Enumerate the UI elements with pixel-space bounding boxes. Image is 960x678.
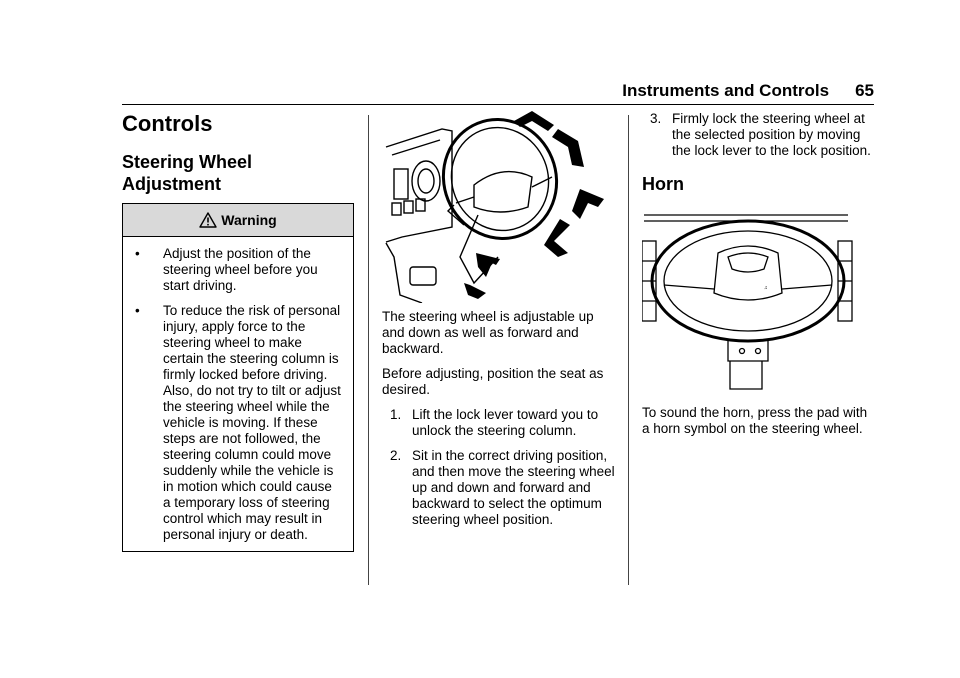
warning-label: Warning xyxy=(221,212,277,228)
subsection-heading: Steering Wheel Adjustment xyxy=(122,152,253,194)
warning-item xyxy=(131,246,343,294)
page-header xyxy=(122,80,874,102)
warning-item-text: To reduce the risk of personal injury, apply force to the steering wheel to make certain the steering column is firmly locked before driving. Also, do not try to tilt or adjust the steering wheel while the vehicle is moving. If these steps are not followed, the steering column could move suddenly while the vehicle is in motion which could cause a temporary loss of steering control which may result in personal injury or death. xyxy=(163,303,341,542)
step-text: Lift the lock lever toward you to unlock the steering column. xyxy=(412,407,599,438)
warning-body xyxy=(123,237,353,551)
horn-illustration xyxy=(642,211,854,395)
step-item xyxy=(382,407,618,439)
column-divider-1 xyxy=(368,115,369,585)
section-heading: Controls xyxy=(122,111,213,136)
step-number: 1. xyxy=(390,407,402,422)
horn-symbol-icon: ♫ xyxy=(764,285,768,291)
column-2 xyxy=(382,107,618,537)
column-divider-2 xyxy=(628,115,629,585)
header-rule xyxy=(122,104,874,105)
column-3 xyxy=(642,111,874,446)
steering-adjustment-illustration xyxy=(382,107,618,303)
step-item xyxy=(642,111,874,159)
step-number: 2. xyxy=(390,448,402,463)
bullet-icon: • xyxy=(135,246,140,261)
warning-item xyxy=(131,303,343,543)
page-number: 65 xyxy=(855,81,874,100)
step-item xyxy=(382,448,618,528)
column-1 xyxy=(122,111,354,552)
warning-box xyxy=(122,203,354,552)
step-number: 3. xyxy=(650,111,662,126)
horn-text: To sound the horn, press the pad with a horn symbol on the steering wheel. xyxy=(642,405,868,436)
step-text: Firmly lock the steering wheel at the selected position by moving the lock lever to the lock position. xyxy=(672,111,871,158)
bullet-icon: • xyxy=(135,303,140,318)
adjustable-text: The steering wheel is adjustable up and down as well as forward and backward. xyxy=(382,309,594,356)
seat-text: Before adjusting, position the seat as desired. xyxy=(382,366,604,397)
warning-item-text: Adjust the position of the steering wheel before you start driving. xyxy=(163,246,318,293)
step-text: Sit in the correct driving position, and then move the steering wheel up and down and forward and backward to select the optimum steering wheel position. xyxy=(412,448,615,527)
horn-heading: Horn xyxy=(642,174,684,194)
warning-header xyxy=(123,204,353,237)
warning-icon xyxy=(199,212,217,228)
section-title: Instruments and Controls xyxy=(622,81,830,100)
